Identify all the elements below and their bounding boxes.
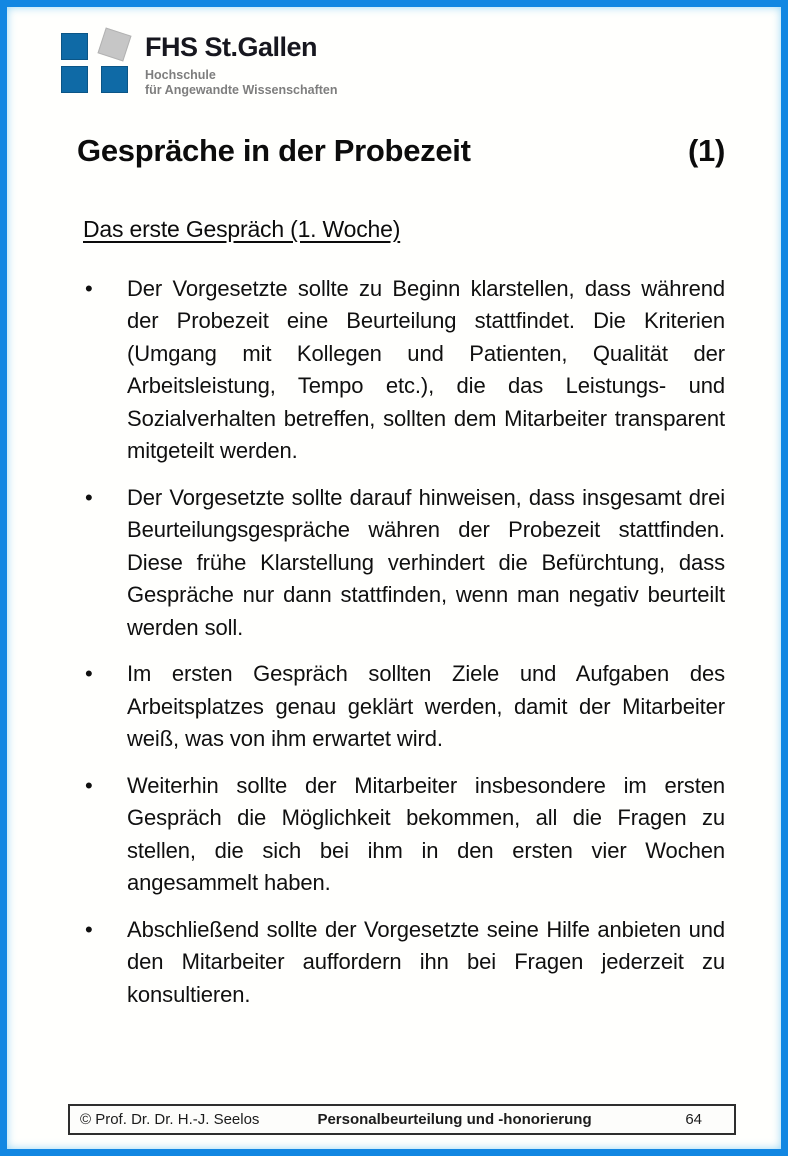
list-item [83,914,725,1012]
bullet-text: Im ersten Gespräch sollten Ziele und Aufgaben des Arbeitsplatzes genau geklärt werden, damit der Mitarbeiter weiß, was von ihm erwartet wird. [127,661,725,752]
logo-square-blue-icon [61,66,88,93]
logo-subtitle [145,68,338,98]
page-title: Gespräche in der Probezeit [77,132,471,168]
list-item [83,482,725,645]
logo-square-blue-icon [101,66,128,93]
bullet-icon: • [85,661,93,687]
section-heading: Das erste Gespräch (1. Woche) [83,215,401,242]
bullet-icon: • [85,275,93,301]
footer-page-number: 64 [685,1111,702,1128]
bullet-list [83,273,725,1026]
bullet-icon: • [85,916,93,942]
bullet-text: Der Vorgesetzte sollte darauf hinweisen, dass insgesamt drei Beurteilungsgespräche währen der Probezeit stattfinden. Diese frühe Klarstellung verhindert die Befürchtung, dass Gespräche nur dann stattfinden, wenn man negativ beurteilt werden soll. [127,484,725,640]
logo-subtitle-line2: für Angewandte Wissenschaften [145,82,338,97]
logo-subtitle-line1: Hochschule [145,68,216,82]
logo-name: FHS St.Gallen [145,32,318,62]
bullet-text: Der Vorgesetzte sollte zu Beginn klarstellen, dass während der Probezeit eine Beurteilung stattfindet. Die Kriterien (Umgang mit Kollegen und Patienten, Qualität der Arbeitsleistung, Tempo etc.), die das Leistungs- und Sozialverhalten betreffen, sollten dem Mitarbeiter transparent mitgeteilt werden. [127,275,725,464]
bullet-text: Abschließend sollte der Vorgesetzte seine Hilfe anbieten und den Mitarbeiter auffordern ihn bei Fragen jederzeit zu konsultieren. [127,916,725,1007]
bullet-icon: • [85,484,93,510]
logo-squares-icon [59,33,129,93]
slide-number-label: (1) [688,132,725,168]
logo-square-blue-icon [61,33,88,60]
logo [59,33,781,98]
footer-course-title: Personalbeurteilung und -honorierung [317,1111,592,1128]
bullet-icon: • [85,772,93,798]
list-item [83,770,725,900]
bullet-text: Weiterhin sollte der Mitarbeiter insbesondere im ersten Gespräch die Möglichkeit bekommen, all die Fragen zu stellen, die sich bei ihm in den ersten vier Wochen angesammelt haben. [127,772,725,896]
list-item [83,658,725,756]
slide-footer [68,1104,736,1135]
logo-text [145,33,338,98]
logo-square-gray-icon [97,27,131,61]
spacer [7,1025,781,1104]
list-item [83,273,725,468]
footer-copyright: © Prof. Dr. Dr. H.-J. Seelos [80,1111,260,1128]
title-row [77,134,725,168]
